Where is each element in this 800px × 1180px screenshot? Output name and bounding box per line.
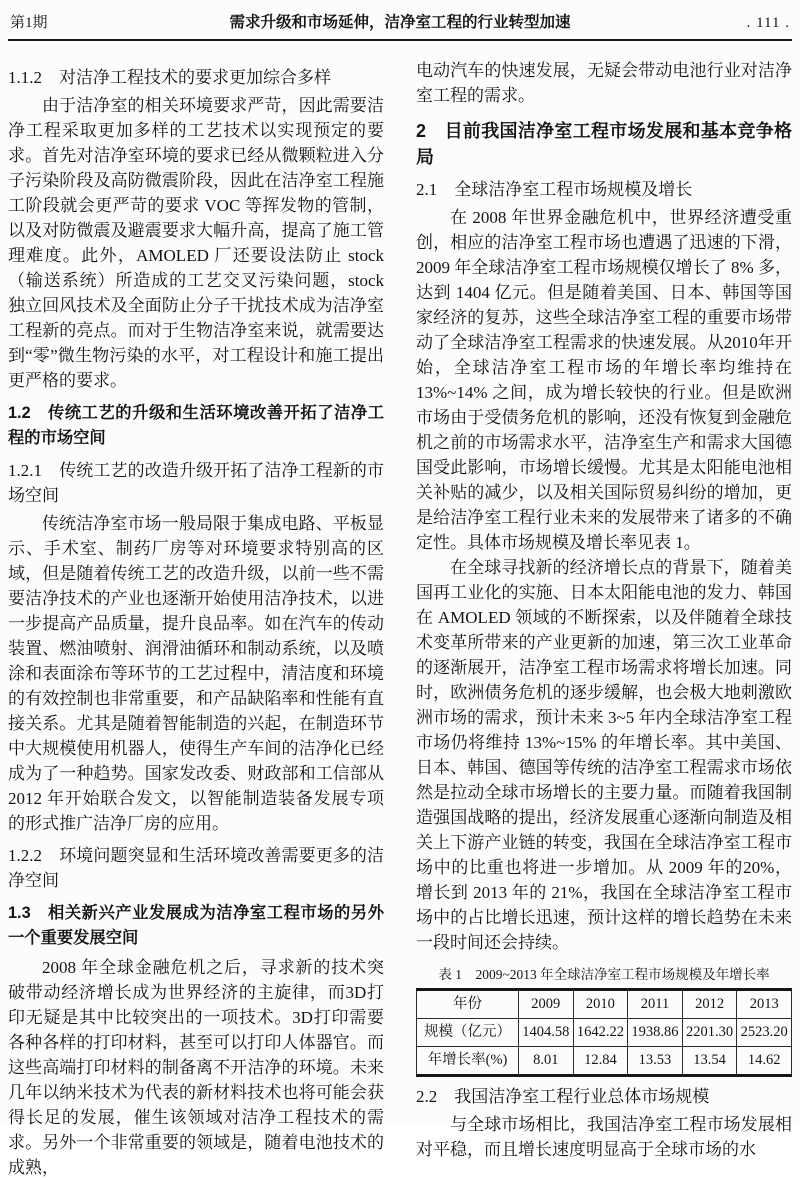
table-cell: 1938.86	[628, 1019, 683, 1047]
heading-2: 2 目前我国洁净室工程市场发展和基本竞争格局	[416, 121, 792, 167]
table-1-caption: 表 1 2009~2013 年全球洁净室工程市场规模及年增长率	[438, 967, 770, 982]
heading-1-2-1: 1.2.1 传统工艺的改造升级开拓了洁净工程新的市场空间	[8, 461, 384, 505]
journal-issue: 第1期	[10, 15, 48, 31]
table-cell: 13.54	[682, 1047, 737, 1076]
paragraph-emerging-industries: 2008 年全球金融危机之后，寻求新的技术突破带动经济增长成为世界经济的主旋律，而3D打印无疑是其中比较突出的一项技术。3D打印需要各种各样的打印材料，甚至可以打印人体器官。而这些高端打印材料的制备离不开洁净的环境。未来几年以纳米技术为代表的新材料技术也将可能会获得长足的发展，催生该领域对洁净工程技术的需求。另外一个非常重要的领域是，随着电池技术的成熟，	[8, 958, 384, 1177]
paragraph-continuation-ev-battery: 电动汽车的快速发展，无疑会带动电池行业对洁净室工程的需求。	[416, 61, 792, 105]
table-header-cell: 2012	[682, 990, 737, 1019]
table-header-cell: 年份	[417, 990, 519, 1019]
paragraph-cleanroom-tech-requirements: 由于洁净室的相关环境要求严苛，因此需要洁净工程采取更加多样的工艺技术以实现预定的要求。首先对洁净室环境的要求已经从微颗粒进入分子污染阶段及高防微震阶段，因此在洁净室工程施工阶段就会更严苛的要求 VOC 等挥发物的管制，以及对防微震及避震要求大幅升高，提高了施工管理难度。此外，AMOLED 厂还要设法防止 stock（输送系统）所造成的工艺交叉污染问题，stock 独立回风技术及全面防止分子干扰技术成为洁净室工程新的亮点。而对于生物洁净室来说，就需要达到“零”微生物污染的水平，对工程设计和施工提出更严格的要求。	[8, 96, 384, 390]
heading-1-1-2: 1.1.2 对洁净工程技术的要求更加综合多样	[8, 68, 331, 87]
table-header-cell: 2010	[573, 990, 628, 1019]
table-cell: 规模（亿元）	[417, 1019, 519, 1047]
paragraph-global-growth-outlook: 在全球寻找新的经济增长点的背景下，随着美国再工业化的实施、日本太阳能电池的发力、韩国在 AMOLED 领域的不断探索，以及伴随着全球技术变革所带来的产业更新的加速，第三次工业革命的逐渐展开，洁净室工程市场需求将增长加速。同时，欧洲债务危机的逐步缓解，也会极大地刺激欧洲市场的需求，预计未来 3~5 年内全球洁净室工程市场仍将维持 13%~15% 的年增长率。其中美国、日本、韩国、德国等传统的洁净室工程需求市场依然是拉动全球市场增长的主要力量。而随着我国制造强国战略的提出，经济发展重心逐渐向制造及相关上下游产业链的转变，我国在全球洁净室工程市场中的比重也将进一步增加。从 2009 年的20%，增长到 2013 年的 21%，我国在全球洁净室工程市场中的占比增长迅速，预计这样的增长趋势在未来一段时间还会持续。	[416, 558, 792, 952]
two-column-body	[8, 58, 792, 1180]
running-title: 需求升级和市场延伸，洁净室工程的行业转型加速	[229, 14, 571, 31]
heading-1-2-2: 1.2.2 环境问题突显和生活环境改善需要更多的洁净空间	[8, 846, 384, 890]
heading-1-3: 1.3 相关新兴产业发展成为洁净室工程市场的另外一个重要发展空间	[8, 904, 384, 947]
paragraph-global-market-2008-crisis: 在 2008 年世界金融危机中，世界经济遭受重创，相应的洁净室工程市场也遭遇了迅速的下滑，2009 年全球洁净室工程市场规模仅增长了 8% 多，达到 1404 亿元。但是随着美国、日本、韩国等国家经济的复苏，这些全球洁净室工程的重要市场带动了全球洁净室工程需求的快速发展。从2010年开始，全球洁净室工程市场的年增长率均维持在 13%~14% 之间，成为增长较快的行业。但是欧洲市场由于受债务危机的影响，还没有恢复到金融危机之前的市场需求水平，洁净室生产和需求大国德国受此影响，市场增长缓慢。尤其是太阳能电池相关补贴的减少，以及相关国际贸易纠纷的增加，更是给洁净室工程行业未来的发展带来了诸多的不确定性。具体市场规模及增长率见表 1。	[416, 208, 792, 552]
left-column	[8, 58, 384, 1180]
page-number: . 111 .	[746, 15, 790, 31]
paragraph-china-market-scale: 与全球市场相比，我国洁净室工程市场发展相对平稳，而且增长速度明显高于全球市场的水	[416, 1115, 792, 1159]
table-cell: 年增长率(%)	[417, 1047, 519, 1076]
table-cell: 13.53	[628, 1047, 683, 1076]
table-header-cell: 2011	[628, 990, 683, 1019]
paragraph-traditional-industry-upgrade: 传统洁净室市场一般局限于集成电路、平板显示、手术室、制药厂房等对环境要求特别高的区域，但是随着传统工艺的改造升级，以前一些不需要洁净技术的产业也逐渐开始使用洁净技术，以进一步提高产品质量，提升良品率。如在汽车的传动装置、燃油喷射、润滑油循环和制动系统，以及喷涂和表面涂布等环节的工艺过程中，清洁度和环境的有效控制也非常重要，和产品缺陷率和性能有直接关系。尤其是随着智能制造的兴起，在制造环节中大规模使用机器人，使得生产车间的洁净化已经成为了一种趋势。国家发改委、财政部和工信部从 2012 年开始联合发文，以智能制造装备发展专项的形式推广洁净厂房的应用。	[8, 514, 384, 833]
heading-1-2: 1.2 传统工艺的升级和生活环境改善开拓了洁净工程的市场空间	[8, 404, 384, 447]
table-cell: 2523.20	[737, 1019, 792, 1047]
heading-2-2: 2.2 我国洁净室工程行业总体市场规模	[416, 1087, 710, 1106]
page-header	[8, 6, 792, 41]
table-1-global-market	[416, 988, 792, 1077]
table-cell: 2201.30	[682, 1019, 737, 1047]
table-row-growth-rate	[417, 1047, 792, 1076]
table-cell: 14.62	[737, 1047, 792, 1076]
right-column	[416, 58, 792, 1180]
table-header-cell: 2009	[519, 990, 574, 1019]
table-row-scale	[417, 1019, 792, 1047]
table-cell: 1642.22	[573, 1019, 628, 1047]
table-cell: 1404.58	[519, 1019, 574, 1047]
table-header-cell: 2013	[737, 990, 792, 1019]
heading-2-1: 2.1 全球洁净室工程市场规模及增长	[416, 180, 693, 199]
table-cell: 12.84	[573, 1047, 628, 1076]
table-header-row	[417, 990, 792, 1019]
table-cell: 8.01	[519, 1047, 574, 1076]
